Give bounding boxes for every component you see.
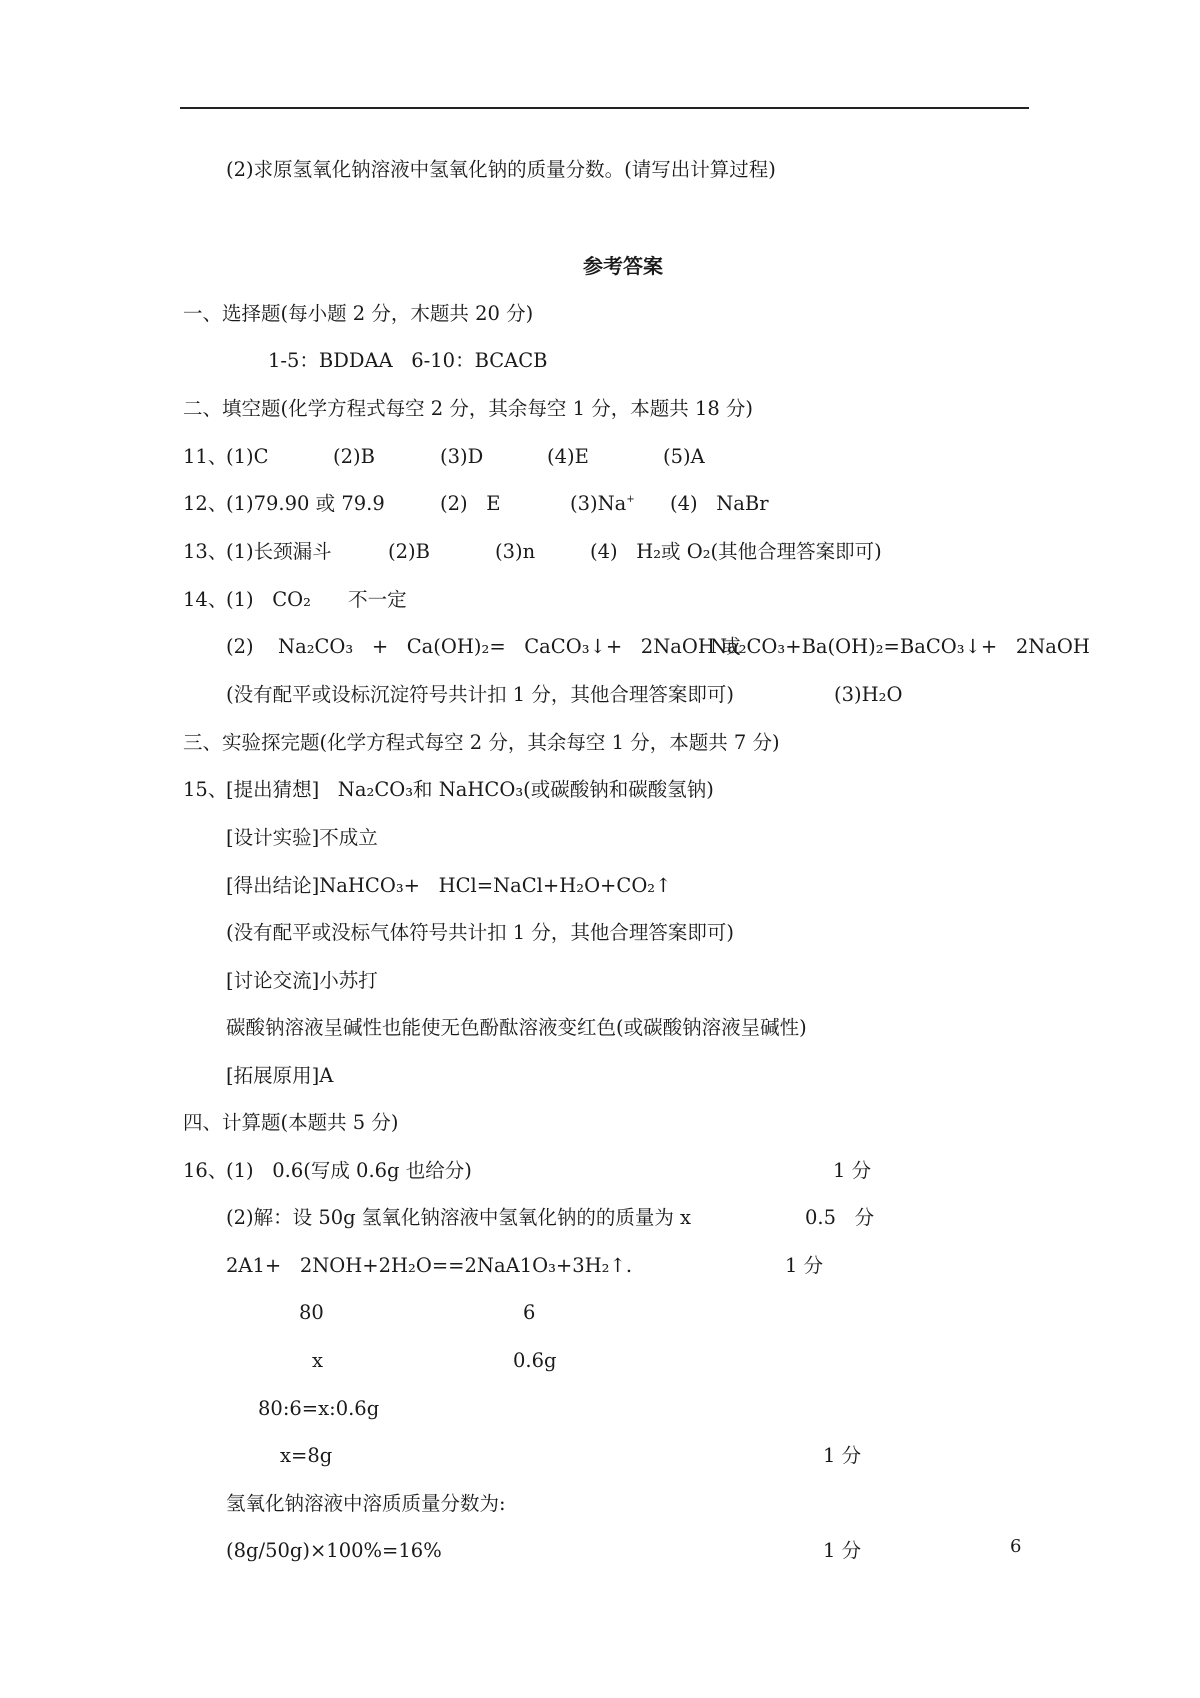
q16-part2-prompt: (2)求原氢氧化钠溶液中氢氧化钠的质量分数。(请写出计算过程) (226, 158, 776, 181)
q11-answer-4: (4)E (547, 445, 589, 468)
q14-equation-1: Na₂CO₃ + Ca(OH)₂= CaCO₃↓+ 2NaOH 或 (278, 635, 741, 658)
q14-equation-2: Na₂CO₃+Ba(OH)₂=BaCO₃↓+ 2NaOH (710, 635, 1090, 658)
q11-answer-3: (3)D (440, 445, 484, 468)
q16-known-mass: 0.6g (513, 1349, 557, 1372)
q16-result-score: 1 分 (823, 1444, 862, 1467)
q14-grading-note: (没有配平或设标沉淀符号共计扣 1 分，其他合理答案即可) (226, 683, 735, 706)
q16-equation: 2A1+ 2NOH+2H₂O==2NaA1O₃+3H₂↑. (226, 1254, 633, 1277)
q12-answer-1: (1)79.90 或 79.9 (226, 492, 385, 515)
q13-answer-2: (2)B (388, 540, 430, 563)
answer-key-title: 参考答案 (583, 254, 663, 278)
q12-answer-4: (4) NaBr (670, 492, 769, 515)
q15-discussion: [讨论交流]小苏打 (226, 969, 378, 992)
q15-reason: 碳酸钠溶液呈碱性也能使无色酚酞溶液变红色(或碳酸钠溶液呈碱性) (226, 1016, 807, 1039)
q16-fraction-calc: (8g/50g)×100%=16% (226, 1539, 442, 1562)
q13-number: 13、 (183, 540, 228, 563)
section1-heading: 一、选择题(每小题 2 分，木题共 20 分) (183, 302, 534, 325)
q15-design: [设计实验]不成立 (226, 826, 378, 849)
q14-number: 14、 (183, 588, 228, 611)
q16-unknown: x (312, 1349, 323, 1372)
q16-fraction-label: 氢氧化钠溶液中溶质质量分数为: (226, 1492, 506, 1515)
q12-answer-2: (2) E (440, 492, 501, 515)
q14-answer-2-label: (2) (226, 635, 254, 658)
q16-part1-score: 1 分 (833, 1159, 872, 1182)
q14-answer-3: (3)H₂O (834, 683, 903, 706)
q13-answer-3: (3)n (495, 540, 536, 563)
q16-molar-mass-1: 80 (299, 1301, 324, 1324)
section4-heading: 四、计算题(本题共 5 分) (183, 1111, 399, 1134)
section3-heading: 三、实验探完题(化学方程式每空 2 分，其余每空 1 分，本题共 7 分) (183, 731, 780, 754)
q14-answer-1: (1) CO₂ 不一定 (226, 588, 407, 611)
q16-part2-setup: (2)解：设 50g 氢氧化钠溶液中氢氧化钠的的质量为 x (226, 1206, 692, 1229)
q16-part1-answer: (1) 0.6(写成 0.6g 也给分) (226, 1159, 472, 1182)
q13-answer-1: (1)长颈漏斗 (226, 540, 332, 563)
q16-fraction-score: 1 分 (823, 1539, 862, 1562)
q16-equation-score: 1 分 (785, 1254, 824, 1277)
q16-ratio: 80:6=x:0.6g (258, 1397, 380, 1420)
q16-number: 16、 (183, 1159, 228, 1182)
section2-heading: 二、填空题(化学方程式每空 2 分，其余每空 1 分，本题共 18 分) (183, 397, 754, 420)
q12-answer-3-superscript: + (626, 494, 635, 505)
q11-answer-2: (2)B (333, 445, 375, 468)
header-rule (180, 107, 1029, 109)
q15-number: 15、 (183, 778, 228, 801)
q12-answer-3 (570, 492, 635, 516)
q11-answer-5: (5)A (663, 445, 705, 468)
q16-molar-mass-2: 6 (523, 1301, 536, 1324)
q15-conclusion: [得出结论]NaHCO₃+ HCl=NaCl+H₂O+CO₂↑ (226, 874, 672, 897)
q11-number: 11、 (183, 445, 228, 468)
page-number: 6 (1010, 1536, 1022, 1557)
q15-grading-note: (没有配平或没标气体符号共计扣 1 分，其他合理答案即可) (226, 921, 735, 944)
q13-answer-4: (4) H₂或 O₂(其他合理答案即可) (590, 540, 882, 563)
q15-extension: [拓展原用]A (226, 1064, 334, 1087)
q16-result: x=8g (280, 1444, 333, 1467)
section1-answers: 1-5：BDDAA 6-10：BCACB (268, 349, 548, 372)
q16-part2-score: 0.5 分 (805, 1206, 875, 1229)
q12-answer-3-text: (3)Na (570, 492, 627, 515)
q15-guess: [提出猜想] Na₂CO₃和 NaHCO₃(或碳酸钠和碳酸氢钠) (226, 778, 714, 801)
q12-number: 12、 (183, 492, 228, 515)
q11-answer-1: (1)C (226, 445, 269, 468)
